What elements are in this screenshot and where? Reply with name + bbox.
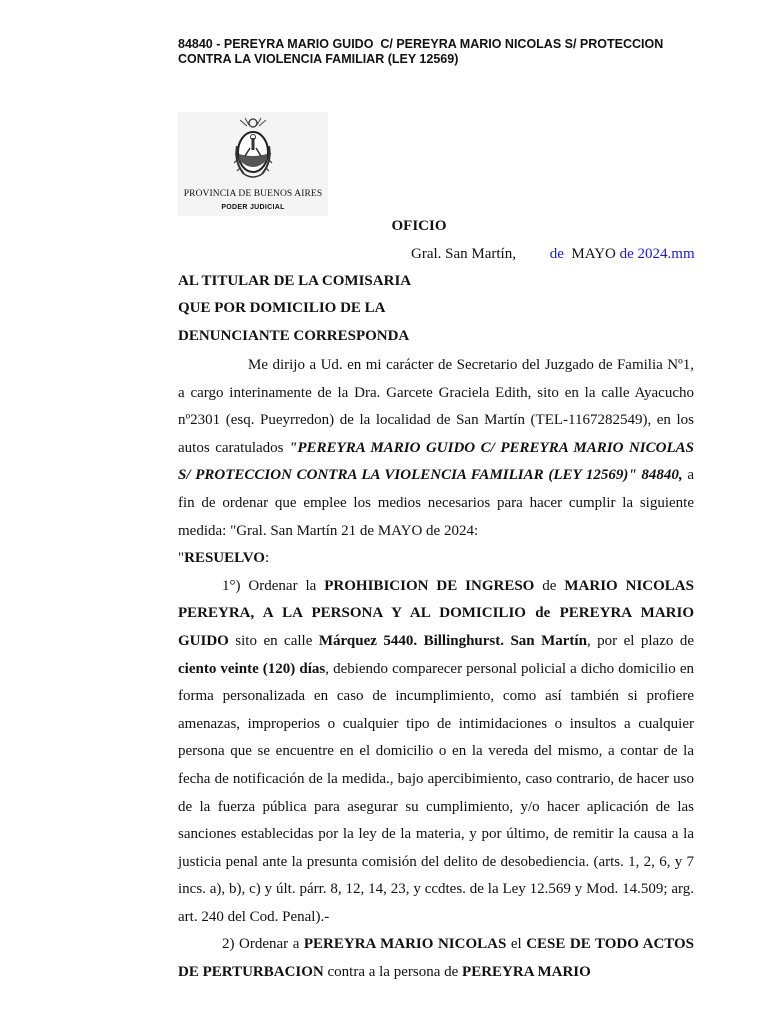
date-place: Gral. San Martín,	[411, 246, 516, 262]
item1-duration: ciento veinte (120) días	[178, 660, 326, 677]
item2-bold-1: PEREYRA MARIO NICOLAS	[303, 936, 507, 953]
case-header	[178, 37, 698, 67]
document-body	[178, 352, 694, 987]
province-name: PROVINCIA DE BUENOS AIRES	[183, 189, 323, 199]
document-title: OFICIO	[391, 218, 447, 234]
item1-text-1: 1°) Ordenar la	[222, 577, 325, 594]
item1-text-3: sito en calle	[228, 632, 319, 649]
resuelvo-heading	[178, 545, 694, 573]
resolution-item-1	[178, 573, 694, 932]
date-month: MAYO	[571, 246, 616, 262]
item1-text-4: , por el plazo de	[586, 632, 694, 649]
item1-text-2: de	[534, 577, 565, 594]
intro-paragraph	[178, 352, 694, 545]
judicial-branch-name: PODER JUDICIAL	[221, 204, 285, 211]
addressee-line1: AL TITULAR DE LA COMISARIA	[178, 273, 412, 289]
item2-text-3: contra a la persona de	[323, 964, 463, 981]
resuelvo-label: RESUELVO	[184, 550, 265, 567]
resuelvo-colon: :	[264, 550, 270, 567]
addressee-line3: DENUNCIANTE CORRESPONDA	[178, 328, 410, 344]
item2-bold-2: CESE DE TODO ACTOS DE PERTURBACION	[178, 936, 695, 981]
intro-text: Me dirijo a Ud. en mi carácter de Secretario del Juzgado de Familia Nº1, a cargo interinamente de la Dra. Garcete Graciela Edith, sito en la calle Ayacucho nº2301 (esq. Pueyrredon) de la localidad de San Martín (TEL-1167282549), en los autos caratulados	[178, 357, 694, 456]
intro-text-2: a fin de ordenar que emplee los medios necesarios para hacer cumplir la siguiente medida: "Gral. San Martín 21 de MAYO de 2024:	[178, 467, 694, 539]
item1-address: Márquez 5440. Billinghurst. San Martín	[318, 632, 587, 649]
case-title: "PEREYRA MARIO GUIDO C/ PEREYRA MARIO NICOLAS S/ PROTECCION CONTRA LA VIOLENCIA FAMILIAR (LEY 12569)" 84840,	[178, 439, 694, 484]
case-header-line1: 84840 - PEREYRA MARIO GUIDO C/ PEREYRA MARIO NICOLAS S/ PROTECCION	[178, 37, 664, 51]
item1-bold-1: PROHIBICION DE INGRESO	[324, 577, 535, 594]
resuelvo-quote: "	[178, 550, 185, 567]
coat-of-arms-icon	[230, 116, 276, 184]
institution-logo	[178, 112, 328, 216]
item1-bold-2: MARIO NICOLAS PEREYRA, A LA PERSONA Y AL DOMICILIO de PEREYRA MARIO GUIDO	[178, 577, 694, 649]
document-date	[411, 246, 695, 263]
addressee-line2: QUE POR DOMICILIO DE LA	[178, 300, 386, 316]
date-year: de 2024.mm	[619, 246, 695, 262]
item2-bold-3: PEREYRA MARIO	[462, 964, 591, 981]
case-header-line2: CONTRA LA VIOLENCIA FAMILIAR (LEY 12569)	[178, 52, 459, 66]
item1-text-5: , debiendo comparecer personal policial a dicho domicilio en forma personalizada en caso de incumplimiento, como así también si profiere amenazas, improperios o cualquier tipo de intimidaciones o insultos a cualquier persona que se encuentre en el domicilio o en la vereda del mismo, a contar de la fecha de notificación de la medida., bajo apercibimiento, caso contrario, de hacer uso de la fuerza pública para asegurar su cumplimiento, y/o hacer aplicación de las sanciones establecidas por la ley de la materia, y por último, de remitir la causa a la justicia penal ante la presunta comisión del delito de desobediencia. (arts. 1, 2, 6, y 7 incs. a), b), c) y últ. párr. 8, 12, 14, 23, y ccdtes. de la Ley 12.569 y Mod. 14.509; arg. art. 240 del Cod. Penal).-	[178, 660, 694, 925]
item2-text-1: 2) Ordenar a	[222, 936, 304, 953]
date-de: de	[549, 246, 564, 262]
item2-text-2: el	[506, 936, 527, 953]
resolution-item-2	[178, 931, 694, 986]
